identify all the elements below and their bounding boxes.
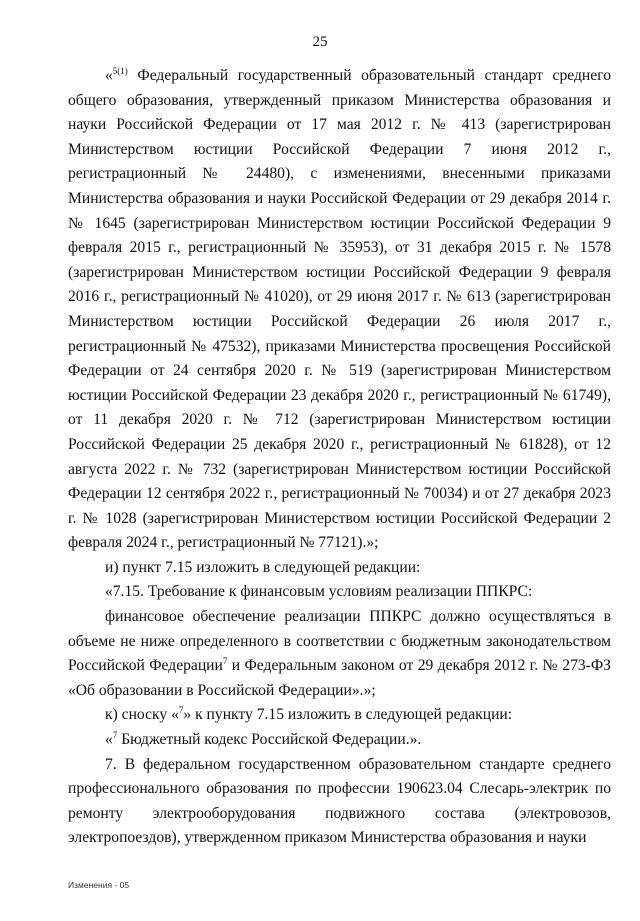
footnote-marker: 7 bbox=[178, 705, 184, 716]
paragraph-7-15-heading bbox=[68, 580, 611, 605]
paragraph-text: 7. В федеральном государственном образовательном стандарте среднего профессионального образования по профессии 190623.04 Слесарь-электрик по ремонту электрооборудования подвижного состава (электровозов, электропоездов), утвержденном приказом Министерства образования и науки bbox=[68, 755, 611, 847]
paragraph-text: Бюджетный кодекс Российской Федерации.». bbox=[117, 731, 422, 749]
page-number: 25 bbox=[312, 34, 328, 50]
paragraph-text-continued: » к пункту 7.15 изложить в следующей редакции: bbox=[183, 706, 513, 724]
document-body bbox=[68, 64, 611, 851]
paragraph-item-k bbox=[68, 703, 611, 728]
paragraph-text: «7.15. Требование к финансовым условиям реализации ППКРС: bbox=[105, 583, 533, 601]
footnote-marker: 7 bbox=[222, 656, 228, 667]
paragraph-prefix: « bbox=[105, 731, 113, 749]
paragraph-text: к) сноску « bbox=[105, 706, 179, 724]
paragraph-text: Федеральный государственный образовательный стандарт среднего общего образования, утвержденный приказом Министерства образования и науки Российской Федерации от 17 мая 2012 г. № 413 (зарегистрирован Министерством юстиции Российской Федерации 7 июня 2012 г., регистрационный № 24480), с изменениями, внесенными приказами Министерства образования и науки Российской Федерации от 29 декабря 2014 г. № 1645 (зарегистрирован Министерством юстиции Российской Федерации 9 февраля 2015 г., регистрационный № 35953), от 31 декабря 2015 г. № 1578 (зарегистрирован Министерством юстиции Российской Федерации 9 февраля 2016 г., регистрационный № 41020), от 29 июня 2017 г. № 613 (зарегистрирован Министерством юстиции Российской Федерации 26 июля 2017 г., регистрационный № 47532), приказами Министерства просвещения Российской Федерации от 24 сентября 2020 г. № 519 (зарегистрирован Министерством юстиции Российской Федерации 23 декабря 2020 г., регистрационный № 61749), от 11 декабря 2020 г. № 712 (зарегистрирован Министерством юстиции Российской Федерации 25 декабря 2020 г., регистрационный № 61828), от 12 августа 2022 г. № 732 (зарегистрирован Министерством юстиции Российской Федерации 12 сентября 2022 г., регистрационный № 70034) и от 27 декабря 2023 г. № 1028 (зарегистрирован Министерством юстиции Российской Федерации 2 февраля 2024 г., регистрационный № 77121).»; bbox=[68, 67, 611, 552]
paragraph-text-continued: и Федеральным законом от 29 декабря 2012 г. № 273-ФЗ «Об образовании в Российской Федерации».»; bbox=[68, 657, 611, 699]
footnote-marker: 5(1) bbox=[112, 66, 128, 76]
paragraph-footnote-7 bbox=[68, 728, 611, 753]
paragraph-footnote-5-1 bbox=[68, 64, 611, 556]
footnote-marker: 7 bbox=[112, 730, 118, 741]
footer-revision-note: Изменения - 05 bbox=[68, 880, 130, 890]
paragraph-item-i bbox=[68, 556, 611, 581]
paragraph-text: финансовое обеспечение реализации ППКРС должно осуществляться в объеме не ниже определенного в соответствии с бюджетным законодательством Российской Федерации bbox=[68, 608, 611, 675]
paragraph-text: и) пункт 7.15 изложить в следующей редакции: bbox=[105, 558, 421, 576]
paragraph-item-7 bbox=[68, 753, 611, 851]
paragraph-7-15-body bbox=[68, 605, 611, 703]
paragraph-prefix: « bbox=[105, 67, 113, 84]
